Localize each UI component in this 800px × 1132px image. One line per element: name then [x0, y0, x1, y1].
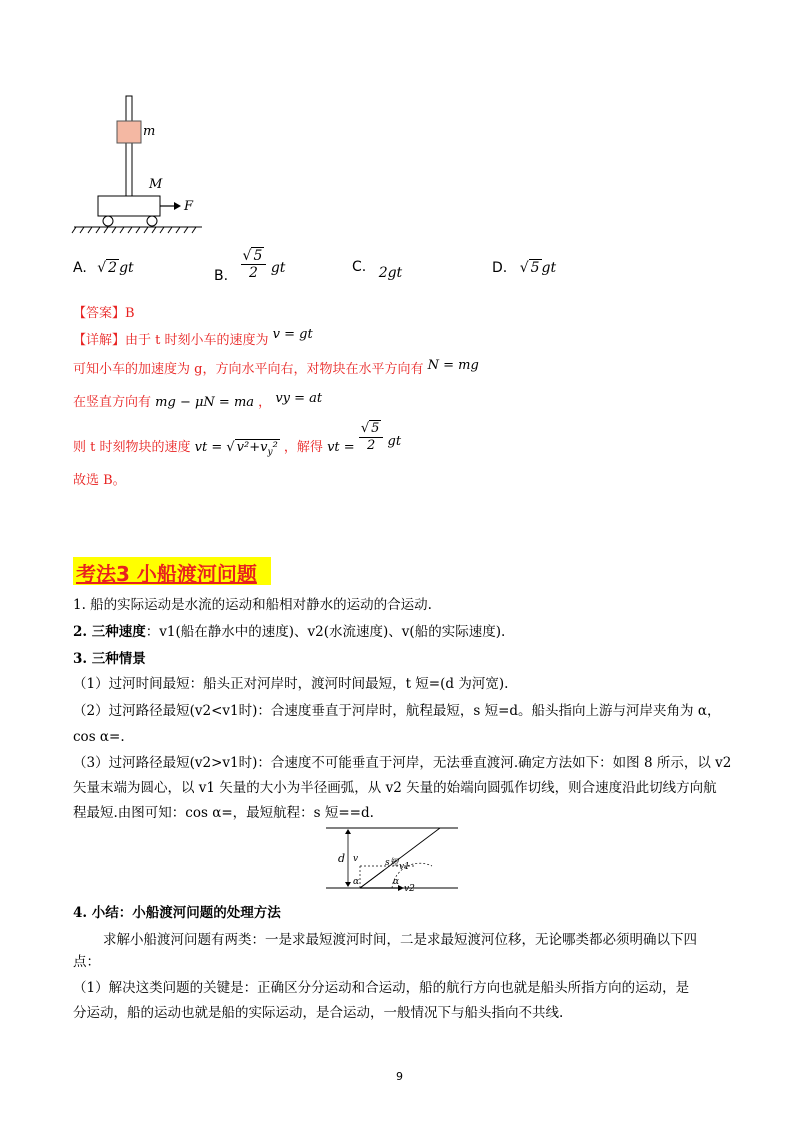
option-c	[352, 259, 403, 281]
river-label-v2: v2	[404, 884, 415, 894]
para-2	[73, 622, 505, 642]
para-6: cos α=.	[73, 729, 125, 745]
river-label-s: s短	[385, 858, 399, 868]
option-b-den: 2	[248, 265, 258, 281]
river-label-v1: v1	[399, 862, 410, 872]
option-a-rest: gt	[119, 260, 134, 276]
label-m: m	[143, 124, 156, 139]
para-8: 矢量末端为圆心，以 v1 矢量的大小为半径画弧，从 v2 矢量的始端向圆弧作切线，则合速度沿此切线方向航	[73, 780, 717, 796]
para-14: 分运动，船的运动也就是船的实际运动，是合运动，一般情况下与船头指向不共线.	[73, 1005, 564, 1021]
label-F: F	[184, 199, 194, 214]
para-2-rest: ：v1(船在静水中的速度)、v2(水流速度)、v(船的实际速度).	[145, 624, 506, 640]
option-b-letter: B.	[214, 268, 229, 284]
option-a-root: 2	[108, 260, 118, 276]
section-heading: 考法3 小船渡河问题	[76, 562, 257, 586]
line3-eq1: mg − μN = ma	[155, 395, 255, 410]
line3-eq2: vy = at	[275, 391, 323, 406]
detail-line-5: 故选 B。	[73, 473, 126, 488]
line4-fraction: $\frac{√ 5}{2}$	[359, 420, 384, 454]
option-c-expr: 2gt	[378, 265, 403, 281]
para-9: 程最短.由图可知：cos α=，最短航程：s 短==d.	[73, 805, 374, 821]
option-d-root: 5	[530, 260, 540, 276]
para-7: （3）过河路径最短(v2>v1时)：合速度不可能垂直于河岸，无法垂直渡河.确定方法如下：如图 8 所示，以 v2	[73, 755, 732, 771]
para-2-bold: 2. 三种速度	[73, 624, 146, 640]
para-1: 1. 船的实际运动是水流的运动和船相对静水的运动的合运动.	[73, 597, 432, 613]
detail-line-3: 在竖直方向有 mg − μN = ma ， vy = at	[73, 391, 323, 410]
option-c-letter: C.	[352, 259, 367, 275]
line4-text2: ，解得	[283, 439, 323, 455]
river-label-v: v	[353, 854, 359, 864]
detail-line1-text: 由于 t 时刻小车的速度为	[125, 333, 269, 348]
detail-line-4: 则 t 时刻物块的速度 vt = √ $v^2+v_y^2$ ，解得 vt = $\frac{√ 5}{2}$ gt	[73, 421, 402, 458]
page-number: 9	[396, 1070, 403, 1083]
option-b	[214, 247, 286, 284]
detail-label: 【详解】	[73, 333, 126, 348]
label-M: M	[149, 177, 163, 192]
option-b-num: 5	[253, 248, 263, 264]
option-d-rest: gt	[541, 260, 557, 276]
river-label-alpha-2: α	[393, 877, 400, 887]
para-5: （2）过河路径最短(v2<v1时)：合速度垂直于河岸时，航程最短，s 短=d。船头指向上游与河岸夹角为 α，	[73, 703, 721, 719]
para-4: （1）过河时间最短：船头正对河岸时，渡河时间最短，t 短=(d 为河宽).	[73, 676, 509, 692]
river-label-alpha-1: α	[353, 877, 360, 887]
line2-eq: N = mg	[427, 358, 479, 373]
river-label-d: d	[338, 852, 346, 865]
para-11: 求解小船渡河问题有两类：一是求最短渡河时间，二是求最短渡河位移，无论哪类都必须明确以下四	[103, 932, 697, 948]
option-a: A. √ 2 gt	[73, 260, 134, 276]
line4-eq2-rest: gt	[387, 433, 402, 449]
detail-line-1	[73, 329, 313, 348]
para-13: （1）解决这类问题的关键是：正确区分分运动和合运动，船的航行方向也就是船头所指方向的运动，是	[73, 980, 690, 996]
para-10: 4. 小结：小船渡河问题的处理方法	[73, 905, 281, 921]
answer-label: 【答案】B	[73, 306, 135, 321]
para-12: 点：	[73, 954, 100, 970]
option-d-letter: D.	[492, 260, 508, 276]
line4-text1: 则 t 时刻物块的速度	[73, 439, 191, 455]
option-b-rest: gt	[270, 260, 286, 276]
line4-eq2-prefix: vt =	[327, 439, 355, 455]
option-a-letter: A.	[73, 260, 87, 276]
option-b-fraction: $\frac{√ 5}{2}$	[241, 247, 267, 281]
detail-line1-eq: v = gt	[272, 327, 313, 342]
para-3: 3. 三种情景	[73, 651, 146, 667]
line2-text: 可知小车的加速度为 g，方向水平向右，对物块在水平方向有	[73, 362, 424, 377]
line3-text: 在竖直方向有	[73, 395, 152, 410]
line4-eq-prefix: vt =	[194, 439, 223, 455]
cart-figure	[70, 90, 210, 240]
option-d: D. √ 5 gt	[492, 260, 557, 276]
detail-line-2	[73, 358, 479, 377]
